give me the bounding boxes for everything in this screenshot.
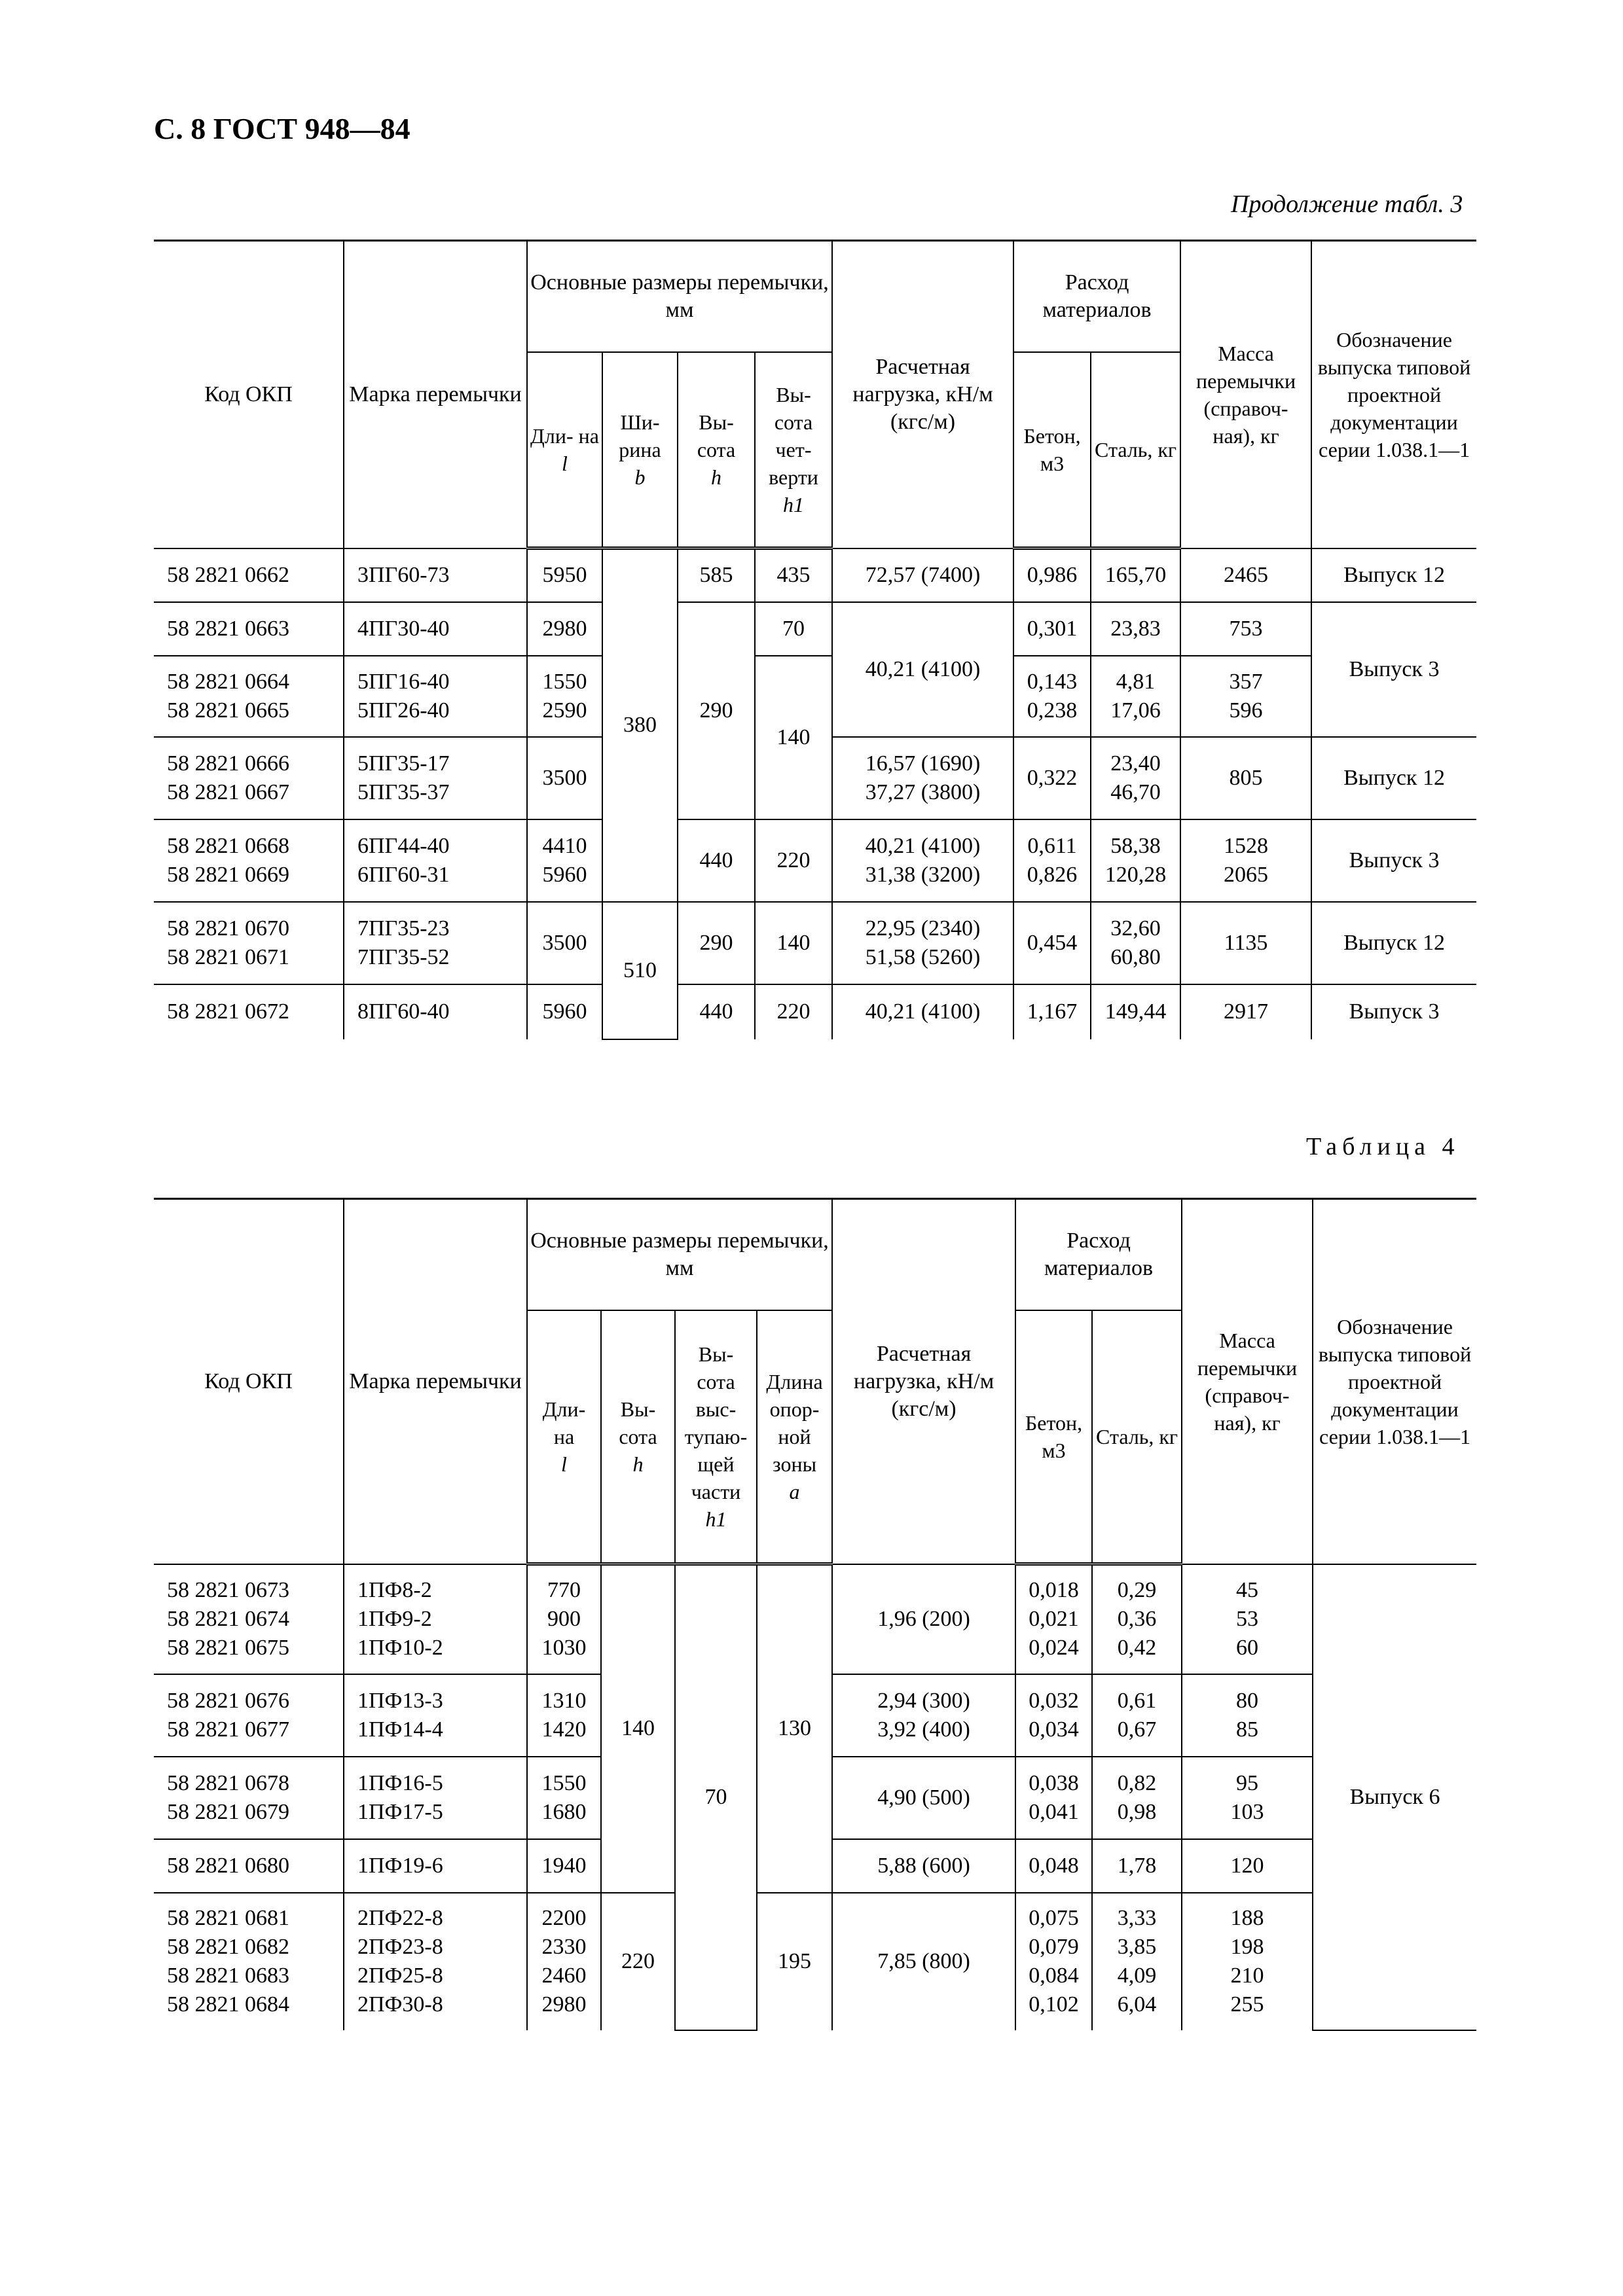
cell-length: 2200 2330 2460 2980 — [527, 1893, 601, 2030]
table-continuation-caption: Продолжение табл. 3 — [1231, 190, 1463, 218]
cell-okp: 58 2821 0663 — [154, 602, 344, 656]
cell-quarter-height: 220 — [755, 819, 832, 902]
header-main-dimensions: Основные размеры перемычки, мм — [527, 241, 832, 352]
cell-steel: 23,83 — [1091, 602, 1180, 656]
cell-length: 770 900 1030 — [527, 1564, 601, 1674]
cell-load: 5,88 (600) — [832, 1839, 1015, 1893]
cell-okp: 58 2821 0672 — [154, 984, 344, 1039]
cell-series-merged: Выпуск 3 — [1311, 602, 1476, 737]
cell-mass: 95 103 — [1182, 1757, 1313, 1839]
cell-mark: 4ПГ30-40 — [344, 602, 527, 656]
header-concrete: Бетон, м3 — [1013, 352, 1091, 548]
cell-mass: 1135 — [1180, 902, 1311, 984]
cell-load: 2,94 (300) 3,92 (400) — [832, 1674, 1015, 1757]
cell-load: 16,57 (1690) 37,27 (3800) — [832, 737, 1013, 819]
cell-okp: 58 2821 0681 58 2821 0682 58 2821 0683 58 2821 0684 — [154, 1893, 344, 2030]
cell-series-merged: Выпуск 6 — [1313, 1564, 1476, 2030]
table-4 — [154, 1198, 1476, 2031]
cell-height-merged: 140 — [601, 1564, 675, 1893]
cell-mass: 1528 2065 — [1180, 819, 1311, 902]
header-quarter-height: Вы- сота чет- верти h1 — [755, 352, 832, 548]
cell-mass: 45 53 60 — [1182, 1564, 1313, 1674]
header-main-dimensions: Основные размеры перемычки, мм — [527, 1199, 832, 1310]
cell-quarter-height-merged: 140 — [755, 656, 832, 819]
cell-mark: 5ПГ16-40 5ПГ26-40 — [344, 656, 527, 737]
cell-load: 22,95 (2340) 51,58 (5260) — [832, 902, 1013, 984]
header-okp-code: Код ОКП — [154, 241, 344, 548]
cell-load: 4,90 (500) — [832, 1757, 1015, 1839]
cell-mark: 3ПГ60-73 — [344, 548, 527, 602]
cell-support-length: 195 — [757, 1893, 832, 2030]
cell-quarter-height: 140 — [755, 902, 832, 984]
header-mass: Масса перемычки (справоч- ная), кг — [1180, 241, 1311, 548]
cell-steel: 0,29 0,36 0,42 — [1092, 1564, 1182, 1674]
cell-mass: 188 198 210 255 — [1182, 1893, 1313, 2030]
cell-okp: 58 2821 0680 — [154, 1839, 344, 1893]
cell-mark: 1ПФ8-2 1ПФ9-2 1ПФ10-2 — [344, 1564, 527, 1674]
cell-load: 40,21 (4100) 31,38 (3200) — [832, 819, 1013, 902]
cell-concrete: 1,167 — [1013, 984, 1091, 1039]
cell-length: 1310 1420 — [527, 1674, 601, 1757]
cell-okp: 58 2821 0678 58 2821 0679 — [154, 1757, 344, 1839]
header-design-load: Расчетная нагрузка, кН/м (кгс/м) — [832, 1199, 1015, 1564]
cell-load: 7,85 (800) — [832, 1893, 1015, 2030]
cell-length: 1550 2590 — [527, 656, 602, 737]
cell-mass: 753 — [1180, 602, 1311, 656]
cell-series: Выпуск 12 — [1311, 902, 1476, 984]
cell-height: 440 — [678, 819, 755, 902]
cell-steel: 4,81 17,06 — [1091, 656, 1180, 737]
header-okp-code: Код ОКП — [154, 1199, 344, 1564]
cell-mass: 357 596 — [1180, 656, 1311, 737]
cell-okp: 58 2821 0664 58 2821 0665 — [154, 656, 344, 737]
cell-concrete: 0,038 0,041 — [1015, 1757, 1092, 1839]
page-header: С. 8 ГОСТ 948—84 — [154, 112, 410, 145]
cell-series: Выпуск 12 — [1311, 737, 1476, 819]
cell-steel: 0,61 0,67 — [1092, 1674, 1182, 1757]
header-concrete: Бетон, м3 — [1015, 1310, 1092, 1564]
header-steel: Сталь, кг — [1091, 352, 1180, 548]
cell-steel: 23,40 46,70 — [1091, 737, 1180, 819]
cell-protrusion-merged: 70 — [675, 1564, 757, 2030]
cell-length: 3500 — [527, 902, 602, 984]
cell-height: 220 — [601, 1893, 675, 2030]
cell-series: Выпуск 3 — [1311, 819, 1476, 902]
cell-width-merged: 380 — [602, 548, 678, 902]
cell-load: 1,96 (200) — [832, 1564, 1015, 1674]
cell-steel: 32,60 60,80 — [1091, 902, 1180, 984]
cell-width-merged: 510 — [602, 902, 678, 1039]
cell-steel: 165,70 — [1091, 548, 1180, 602]
cell-steel: 1,78 — [1092, 1839, 1182, 1893]
header-length: Дли- на l — [527, 1310, 601, 1564]
header-protrusion-height: Вы- сота выс- тупаю- щей части h1 — [675, 1310, 757, 1564]
header-series: Обозначение выпуска типовой проектной документации серии 1.038.1—1 — [1311, 241, 1476, 548]
cell-concrete: 0,048 — [1015, 1839, 1092, 1893]
cell-steel: 149,44 — [1091, 984, 1180, 1039]
cell-okp: 58 2821 0666 58 2821 0667 — [154, 737, 344, 819]
header-support-length: Длина опор- ной зоны a — [757, 1310, 832, 1564]
cell-concrete: 0,611 0,826 — [1013, 819, 1091, 902]
cell-mark: 5ПГ35-17 5ПГ35-37 — [344, 737, 527, 819]
cell-height: 440 — [678, 984, 755, 1039]
cell-quarter-height: 435 — [755, 548, 832, 602]
header-height: Вы- сота h — [678, 352, 755, 548]
cell-mark: 1ПФ13-3 1ПФ14-4 — [344, 1674, 527, 1757]
cell-mass: 2917 — [1180, 984, 1311, 1039]
cell-concrete: 0,301 — [1013, 602, 1091, 656]
cell-mass: 805 — [1180, 737, 1311, 819]
cell-length: 1940 — [527, 1839, 601, 1893]
cell-okp: 58 2821 0676 58 2821 0677 — [154, 1674, 344, 1757]
cell-length: 3500 — [527, 737, 602, 819]
cell-quarter-height: 220 — [755, 984, 832, 1039]
cell-series: Выпуск 3 — [1311, 984, 1476, 1039]
cell-series: Выпуск 12 — [1311, 548, 1476, 602]
cell-height-merged: 290 — [678, 602, 755, 819]
cell-concrete: 0,986 — [1013, 548, 1091, 602]
header-material-use: Расход материалов — [1013, 241, 1180, 352]
header-width: Ши- рина b — [602, 352, 678, 548]
cell-steel: 58,38 120,28 — [1091, 819, 1180, 902]
cell-mass: 120 — [1182, 1839, 1313, 1893]
cell-height: 585 — [678, 548, 755, 602]
cell-height: 290 — [678, 902, 755, 984]
cell-length: 1550 1680 — [527, 1757, 601, 1839]
header-mark: Марка перемычки — [344, 241, 527, 548]
cell-length: 2980 — [527, 602, 602, 656]
cell-concrete: 0,032 0,034 — [1015, 1674, 1092, 1757]
header-height: Вы- сота h — [601, 1310, 675, 1564]
cell-mass: 80 85 — [1182, 1674, 1313, 1757]
cell-load: 40,21 (4100) — [832, 984, 1013, 1039]
cell-load-merged: 40,21 (4100) — [832, 602, 1013, 737]
table-4-caption: Таблица 4 — [1306, 1133, 1460, 1160]
table-3 — [154, 240, 1476, 1040]
header-mass: Масса перемычки (справоч- ная), кг — [1182, 1199, 1313, 1564]
cell-concrete: 0,454 — [1013, 902, 1091, 984]
cell-mark: 6ПГ44-40 6ПГ60-31 — [344, 819, 527, 902]
cell-steel: 0,82 0,98 — [1092, 1757, 1182, 1839]
header-length: Дли- на l — [527, 352, 602, 548]
cell-concrete: 0,075 0,079 0,084 0,102 — [1015, 1893, 1092, 2030]
cell-concrete: 0,143 0,238 — [1013, 656, 1091, 737]
cell-okp: 58 2821 0670 58 2821 0671 — [154, 902, 344, 984]
cell-steel: 3,33 3,85 4,09 6,04 — [1092, 1893, 1182, 2030]
cell-length: 4410 5960 — [527, 819, 602, 902]
header-series: Обозначение выпуска типовой проектной документации серии 1.038.1—1 — [1313, 1199, 1476, 1564]
cell-quarter-height: 70 — [755, 602, 832, 656]
header-mark: Марка перемычки — [344, 1199, 527, 1564]
cell-concrete: 0,322 — [1013, 737, 1091, 819]
cell-mark: 1ПФ19-6 — [344, 1839, 527, 1893]
cell-mark: 1ПФ16-5 1ПФ17-5 — [344, 1757, 527, 1839]
cell-support-merged: 130 — [757, 1564, 832, 1893]
header-steel: Сталь, кг — [1092, 1310, 1182, 1564]
cell-mark: 2ПФ22-8 2ПФ23-8 2ПФ25-8 2ПФ30-8 — [344, 1893, 527, 2030]
header-material-use: Расход материалов — [1015, 1199, 1182, 1310]
header-design-load: Расчетная нагрузка, кН/м (кгс/м) — [832, 241, 1013, 548]
cell-load: 72,57 (7400) — [832, 548, 1013, 602]
cell-mark: 8ПГ60-40 — [344, 984, 527, 1039]
cell-length: 5950 — [527, 548, 602, 602]
cell-okp: 58 2821 0662 — [154, 548, 344, 602]
cell-mark: 7ПГ35-23 7ПГ35-52 — [344, 902, 527, 984]
cell-mass: 2465 — [1180, 548, 1311, 602]
cell-concrete: 0,018 0,021 0,024 — [1015, 1564, 1092, 1674]
cell-okp: 58 2821 0673 58 2821 0674 58 2821 0675 — [154, 1564, 344, 1674]
cell-okp: 58 2821 0668 58 2821 0669 — [154, 819, 344, 902]
cell-length: 5960 — [527, 984, 602, 1039]
